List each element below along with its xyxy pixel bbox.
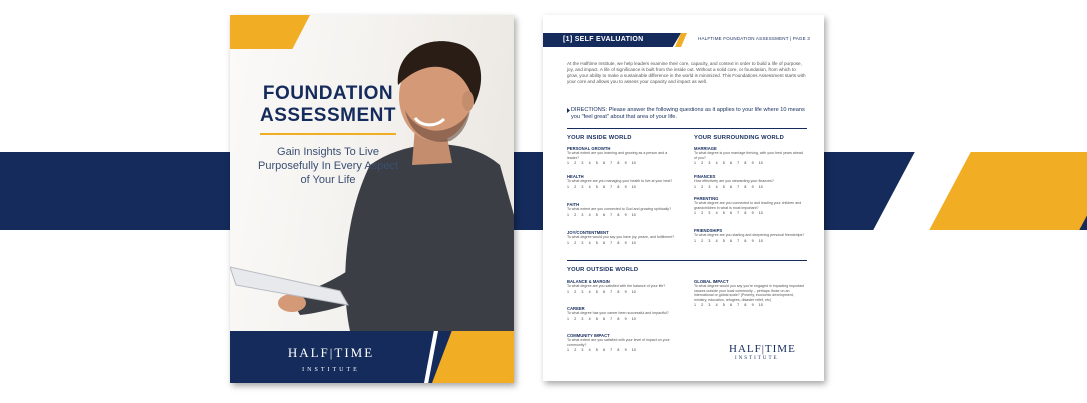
- item-question: To what degree are you satisfied with the balance of your life?: [567, 284, 666, 288]
- rating-item: [567, 174, 679, 189]
- rating-scale[interactable]: 1 2 3 4 5 6 7 8 9 10: [694, 211, 763, 215]
- item-title: PERSONAL GROWTH: [567, 146, 611, 151]
- section-heading: [1] SELF EVALUATION: [563, 36, 644, 43]
- gold-divider: [260, 133, 396, 135]
- section-rule: [567, 260, 807, 261]
- item-title: FRIENDSHIPS: [694, 228, 723, 233]
- item-question: To what extent are you learning and growing as a person and a leader?: [567, 151, 668, 160]
- rating-item: [567, 202, 679, 217]
- item-question: To what degree would you say you have joy, peace, and fulfillment?: [567, 235, 675, 239]
- self-evaluation-page: [543, 15, 824, 381]
- section-rule: [567, 128, 807, 129]
- rating-scale[interactable]: 1 2 3 4 5 6 7 8 9 10: [567, 161, 636, 165]
- rating-item: [694, 279, 806, 307]
- item-title: COMMUNITY IMPACT: [567, 333, 610, 338]
- rating-item: [567, 306, 679, 321]
- item-question: To what degree are you starting and deepening personal friendships?: [694, 233, 805, 237]
- rating-item: [567, 333, 679, 352]
- rating-scale[interactable]: 1 2 3 4 5 6 7 8 9 10: [567, 348, 636, 352]
- item-question: To what degree are you managing your health to live at your best?: [567, 179, 673, 183]
- intro-paragraph: At the Halftime Institute, we help leaders examine their core, capacity, and context in order to build a life of purpose, joy, and impact. A life of significance is built from the inside out. Without a solid core, or foundation, from which to grow, your ability to make a sustainable difference in the world is minimized. This Foundations Assessment starts with your core and allows you to assess your capacity and impact as well.: [567, 61, 806, 84]
- cover-page: [230, 15, 514, 383]
- item-title: PARENTING: [694, 196, 719, 201]
- rating-item: [694, 146, 806, 165]
- rating-scale[interactable]: 1 2 3 4 5 6 7 8 9 10: [694, 238, 763, 243]
- halftime-logo-wordmark: HALF|TIME: [729, 343, 796, 355]
- rating-scale[interactable]: 1 2 3 4 5 6 7 8 9 10: [567, 240, 636, 245]
- item-question: To what extent are you connected to God and growing spiritually?: [567, 207, 672, 211]
- item-title: JOY/CONTENTMENT: [567, 230, 609, 235]
- cover-title-line2: ASSESSMENT: [260, 105, 396, 126]
- item-title: FINANCES: [694, 174, 716, 179]
- page-running-header: HALFTIME FOUNDATION ASSESSMENT | PAGE 3: [698, 36, 810, 41]
- item-question: How effectively are you stewarding your finances?: [694, 179, 774, 183]
- item-question: To what degree is your marriage thriving, with your best years ahead of you?: [694, 151, 803, 160]
- rating-item: [567, 230, 679, 245]
- item-title: CAREER: [567, 306, 585, 311]
- rating-item: [567, 279, 679, 294]
- rating-scale[interactable]: 1 2 3 4 5 6 7 8 9 10: [567, 212, 636, 217]
- institute-logo-wordmark: INSTITUTE: [735, 356, 779, 361]
- cover-subtitle: Gain Insights To Live Purposefully In Every Aspect of Your Life: [257, 146, 398, 186]
- rating-item: [694, 196, 806, 215]
- rating-item: [694, 228, 806, 243]
- rating-scale[interactable]: 1 2 3 4 5 6 7 8 9 10: [567, 289, 636, 294]
- item-title: FAITH: [567, 202, 580, 207]
- item-question: To what extent are you satisfied with your level of impact on your community?: [567, 338, 670, 347]
- rating-item: [567, 146, 679, 165]
- rating-scale[interactable]: 1 2 3 4 5 6 7 8 9 10: [694, 184, 763, 189]
- halftime-logo-wordmark: HALF|TIME: [287, 345, 375, 360]
- item-title: MARRIAGE: [694, 146, 717, 151]
- item-title: HEALTH: [567, 174, 584, 179]
- rating-item: [694, 174, 806, 189]
- directions-arrow-icon: [567, 108, 570, 113]
- item-question: To what degree has your career been successful and impactful?: [567, 311, 669, 315]
- item-question: To what degree would you say you're engaged in impacting important causes outside your local community – perhaps those on an international or global scale? (Poverty, economic development, ministry, education, refugees, disaster relief, etc): [694, 284, 805, 302]
- item-title: BALANCE & MARGIN: [567, 279, 610, 284]
- surrounding-world-heading: YOUR SURROUNDING WORLD: [694, 135, 785, 141]
- rating-scale[interactable]: 1 2 3 4 5 6 7 8 9 10: [567, 316, 636, 321]
- outside-world-heading: YOUR OUTSIDE WORLD: [567, 267, 639, 273]
- rating-scale[interactable]: 1 2 3 4 5 6 7 8 9 10: [694, 161, 763, 165]
- item-title: GLOBAL IMPACT: [694, 279, 729, 284]
- item-question: To what degree are you connected to and leading your children and grandchildren in what is most important?: [694, 201, 802, 210]
- cover-title: [248, 83, 408, 127]
- cover-title-line1: FOUNDATION: [262, 83, 394, 104]
- inside-world-heading: YOUR INSIDE WORLD: [567, 135, 632, 141]
- rating-scale[interactable]: 1 2 3 4 5 6 7 8 9 10: [567, 184, 636, 189]
- institute-logo-wordmark: INSTITUTE: [302, 367, 360, 373]
- directions-text: DIRECTIONS: Please answer the following questions as it applies to your life where 10 means you "feel great" about that area of your life.: [571, 107, 805, 120]
- rating-scale[interactable]: 1 2 3 4 5 6 7 8 9 10: [694, 303, 763, 307]
